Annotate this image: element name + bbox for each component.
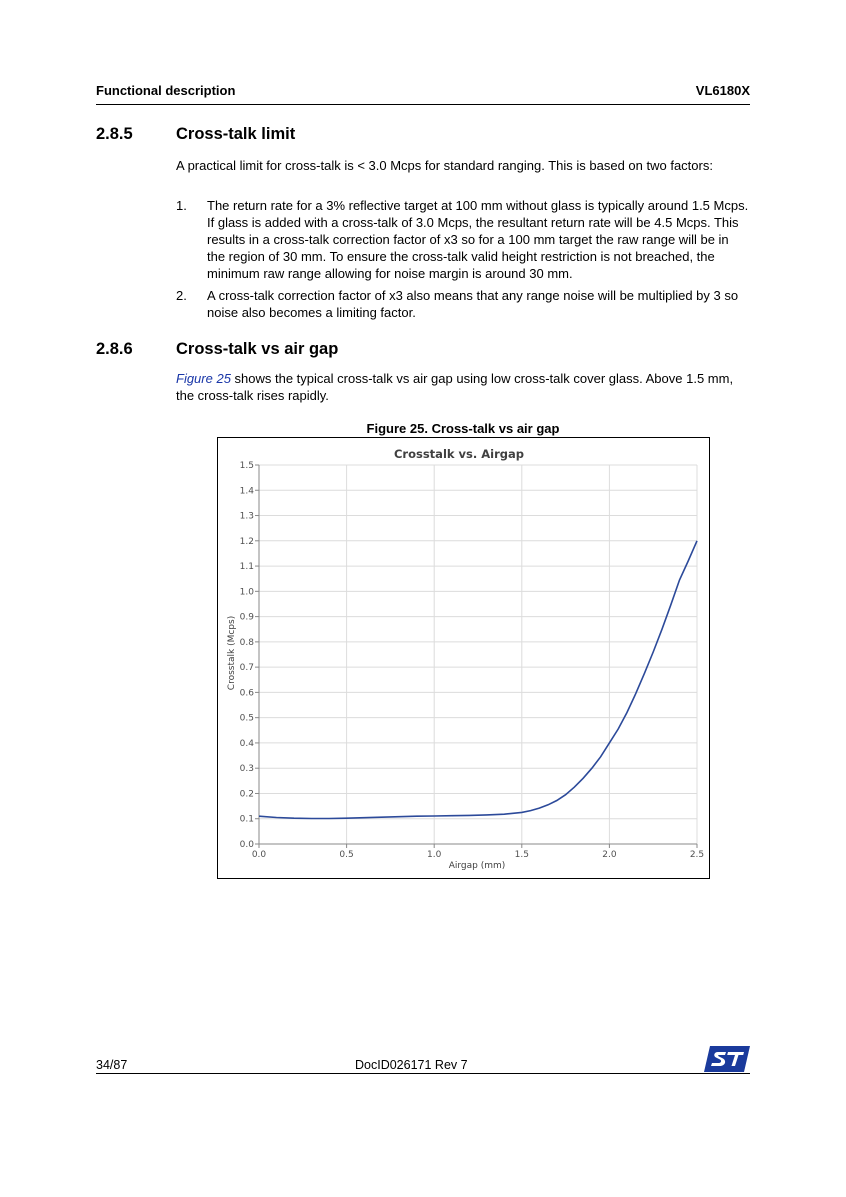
list-item-number: 1. [176, 198, 187, 213]
x-tick-labels [252, 850, 704, 860]
figure-caption: Figure 25. Cross-talk vs air gap [366, 421, 560, 436]
y-tick-label: 1.1 [239, 562, 254, 573]
y-tick-label: 0.9 [239, 612, 254, 623]
header-right: VL6180X [695, 83, 750, 98]
y-axis-label: Crosstalk (Mcps) [227, 615, 237, 691]
figure-frame [217, 437, 710, 879]
x-tick-label: 0.5 [339, 850, 354, 860]
chart-title: Crosstalk vs. Airgap [393, 447, 525, 461]
crosstalk-line [259, 541, 697, 819]
header-left: Functional description [96, 83, 236, 98]
y-tick-label: 1.2 [239, 536, 254, 547]
section-title-286: Cross-talk vs air gap [176, 340, 339, 358]
y-tick-label: 0.4 [239, 738, 254, 749]
crosstalk-chart [218, 438, 709, 878]
section-286-text [176, 370, 750, 404]
x-axis-label: Airgap (mm) [448, 861, 506, 871]
y-tick-label: 0.0 [239, 840, 254, 850]
document-id: DocID026171 Rev 7 [355, 1058, 468, 1072]
section-286-body: shows the typical cross-talk vs air gap using low cross-talk cover glass. Above 1.5 mm, the cross-talk rises rapidly. [176, 371, 734, 403]
y-tick-label: 0.1 [239, 814, 254, 825]
y-tick-label: 1.0 [239, 587, 254, 598]
y-tick-label: 1.5 [239, 461, 254, 471]
y-tick-label: 0.5 [239, 713, 254, 724]
x-tick-label: 0.0 [251, 850, 267, 860]
figure-25-link[interactable]: Figure 25 [176, 371, 231, 386]
section-number-285: 2.8.5 [96, 125, 133, 143]
x-tick-label: 2.0 [602, 850, 617, 860]
chart-axes [255, 465, 697, 848]
page-number: 34/87 [96, 1058, 128, 1072]
x-tick-label: 1.0 [427, 850, 442, 860]
section-title-285: Cross-talk limit [176, 125, 296, 143]
chart-grid [259, 465, 697, 844]
footer-rule [96, 1073, 750, 1074]
section-number-286: 2.8.6 [96, 340, 133, 358]
list-item-text: The return rate for a 3% reflective target at 100 mm without glass is typically around 1.5 Mcps. If glass is added with a cross-talk of 3.0 Mcps, the resultant return rate will be 4.5 Mcps. This results in a cross-talk correction factor of x3 so for a 100 mm target the raw range will be in the region of 30 mm. To ensure the cross-talk valid height restriction is not breached, the minimum raw range allowing for noise margin is around 30 mm. [207, 198, 749, 281]
y-tick-label: 0.7 [239, 663, 254, 674]
y-tick-label: 0.8 [239, 637, 254, 648]
y-tick-label: 0.2 [239, 789, 254, 800]
y-tick-label: 0.6 [239, 688, 254, 699]
list-item-number: 2. [176, 288, 187, 303]
header-rule [96, 104, 750, 105]
list-item-text: A cross-talk correction factor of x3 also means that any range noise will be multiplied by 3 so noise also becomes a limiting factor. [207, 288, 739, 320]
x-tick-label: 2.5 [689, 850, 705, 860]
st-logo-icon [704, 1046, 750, 1072]
section-285-intro: A practical limit for cross-talk is < 3.0 Mcps for standard ranging. This is based on two factors: [176, 158, 713, 173]
x-tick-label: 1.5 [514, 850, 529, 860]
y-tick-label: 0.3 [239, 764, 254, 775]
y-tick-label: 1.4 [239, 486, 254, 497]
y-tick-label: 1.3 [239, 511, 254, 522]
y-tick-labels [240, 461, 255, 850]
